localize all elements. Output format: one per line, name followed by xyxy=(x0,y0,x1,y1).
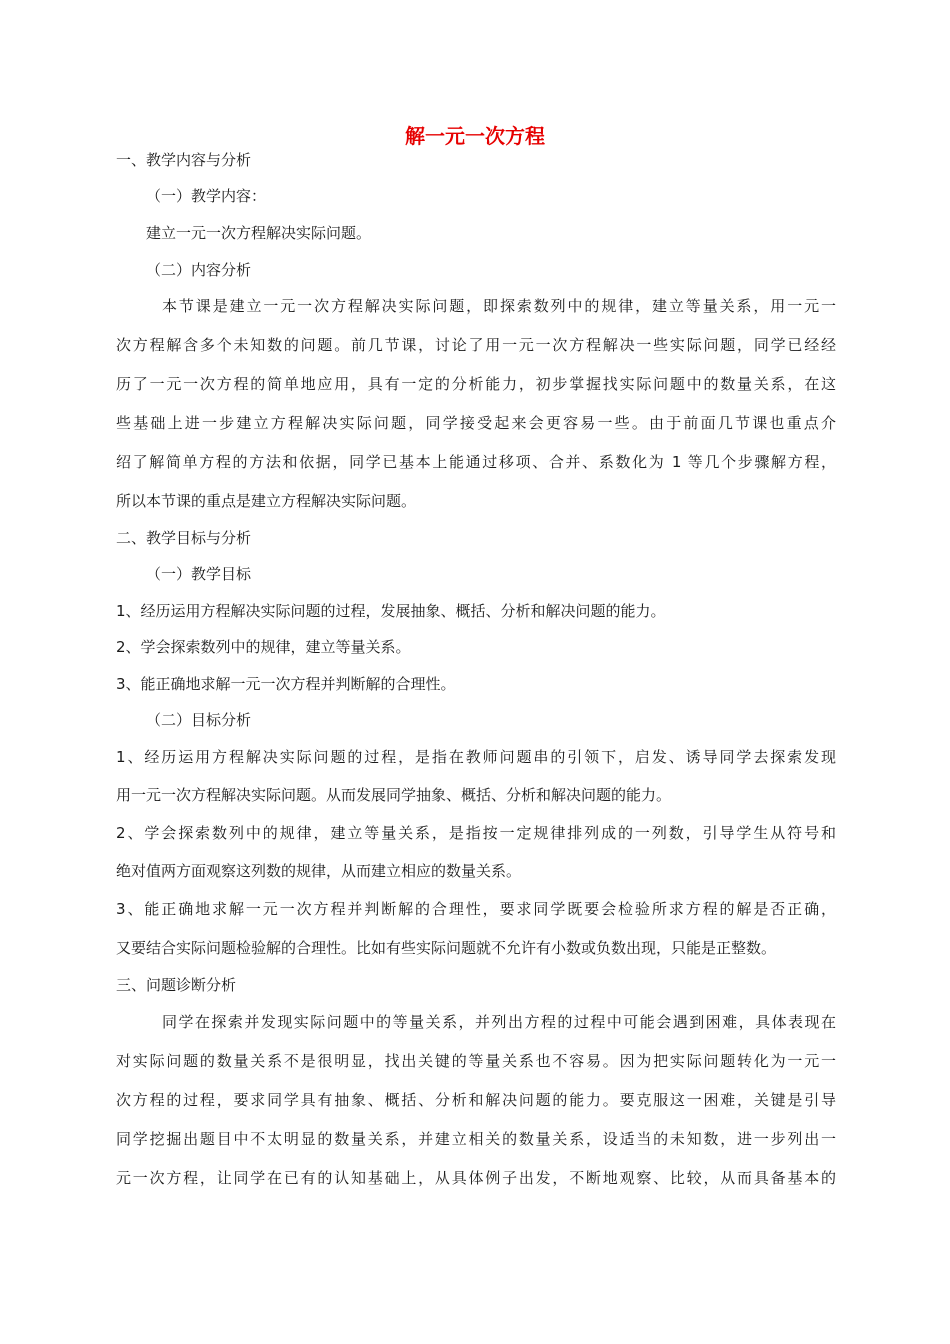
subsection-heading: （一）教学内容： xyxy=(146,187,267,205)
text-line: 3、能正确地求解一元一次方程并判断解的合理性，要求同学既要会检验所求方程的解是否正确， xyxy=(116,900,836,918)
list-item: 3、能正确地求解一元一次方程并判断解的合理性。 xyxy=(116,675,456,693)
text-line: 次方程的过程，要求同学具有抽象、概括、分析和解决问题的能力。要克服这一困难，关键是引导 xyxy=(116,1091,836,1109)
text-line: 建立一元一次方程解决实际问题。 xyxy=(146,224,372,242)
text-line: 同学挖掘出题目中不太明显的数量关系，并建立相关的数量关系，设适当的未知数，进一步列出一 xyxy=(116,1130,836,1148)
text-line: 绝对值两方面观察这列数的规律，从而建立相应的数量关系。 xyxy=(116,862,522,880)
section-heading-2: 二、教学目标与分析 xyxy=(116,529,252,547)
subsection-heading: （二）目标分析 xyxy=(146,711,252,729)
text-line: 本节课是建立一元一次方程解决实际问题，即探索数列中的规律，建立等量关系，用一元一 xyxy=(162,297,836,315)
text-line: 所以本节课的重点是建立方程解决实际问题。 xyxy=(116,492,417,510)
text-line: 用一元一次方程解决实际问题。从而发展同学抽象、概括、分析和解决问题的能力。 xyxy=(116,786,672,804)
text-line: 次方程解含多个未知数的问题。前几节课，讨论了用一元一次方程解决一些实际问题，同学已经经 xyxy=(116,336,836,354)
text-line: 些基础上进一步建立方程解决实际问题，同学接受起来会更容易一些。由于前面几节课也重点介 xyxy=(116,414,836,432)
document-title: 解一元一次方程 xyxy=(405,124,545,148)
text-line: 同学在探索并发现实际问题中的等量关系，并列出方程的过程中可能会遇到困难，具体表现在 xyxy=(162,1013,836,1031)
text-line: 对实际问题的数量关系不是很明显，找出关键的等量关系也不容易。因为把实际问题转化为一元一 xyxy=(116,1052,836,1070)
text-line: 2、学会探索数列中的规律，建立等量关系，是指按一定规律排列成的一列数，引导学生从符号和 xyxy=(116,824,836,842)
list-item: 2、学会探索数列中的规律，建立等量关系。 xyxy=(116,638,411,656)
subsection-heading: （二）内容分析 xyxy=(146,261,252,279)
text-line: 历了一元一次方程的简单地应用，具有一定的分析能力，初步掌握找实际问题中的数量关系，在这 xyxy=(116,375,836,393)
section-heading-1: 一、教学内容与分析 xyxy=(116,151,252,169)
text-line: 1、经历运用方程解决实际问题的过程，是指在教师问题串的引领下，启发、诱导同学去探索发现 xyxy=(116,748,836,766)
list-item: 1、经历运用方程解决实际问题的过程，发展抽象、概括、分析和解决问题的能力。 xyxy=(116,602,666,620)
text-line: 绍了解简单方程的方法和依据，同学已基本上能通过移项、合并、系数化为 1 等几个步骤解方程， xyxy=(116,453,836,471)
text-line: 元一次方程，让同学在已有的认知基础上，从具体例子出发，不断地观察、比较，从而具备基本的 xyxy=(116,1169,836,1187)
subsection-heading: （一）教学目标 xyxy=(146,565,252,583)
text-line: 又要结合实际问题检验解的合理性。比如有些实际问题就不允许有小数或负数出现，只能是正整数。 xyxy=(116,939,777,957)
section-heading-3: 三、问题诊断分析 xyxy=(116,976,237,994)
